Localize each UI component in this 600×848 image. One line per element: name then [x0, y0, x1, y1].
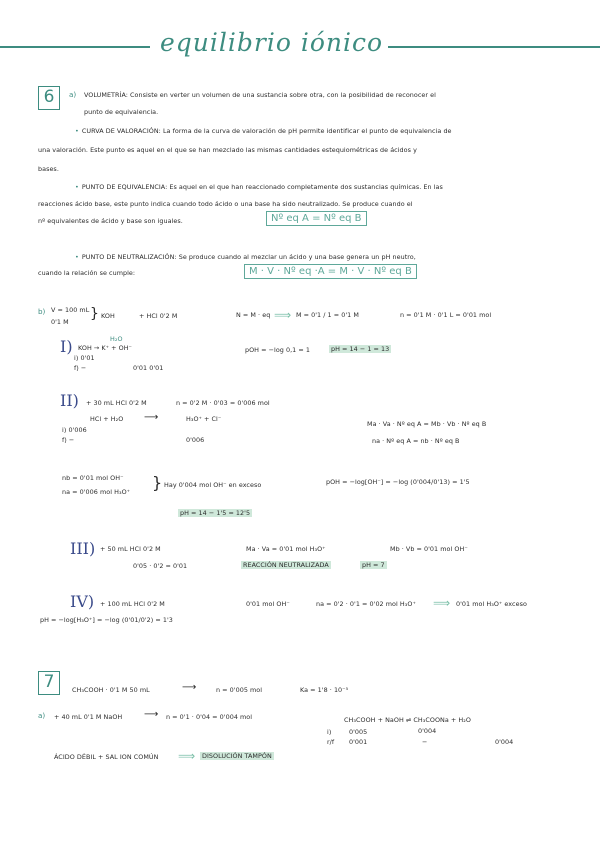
math-text: + 30 mL HCl 0'2 M [86, 399, 147, 407]
math-text: 0'01 0'01 [133, 364, 164, 372]
math-text: pH = −log[H₃O⁺] = −log (0'01/0'2) = 1'3 [40, 616, 173, 624]
math-text: 0'01 mol H₃O⁺ exceso [456, 600, 527, 608]
math-text: na = 0'2 · 0'1 = 0'02 mol H₃O⁺ [316, 600, 416, 608]
math-text: HCl + H₂O [90, 415, 124, 423]
math-text: n = 0'1 M · 0'1 L = 0'01 mol [400, 311, 492, 319]
math-text: f) − [74, 364, 87, 372]
formula-box-equivalence: Nº eq A = Nº eq B [266, 211, 367, 226]
title-rule-left [0, 46, 150, 48]
math-text: n = 0'005 mol [216, 686, 263, 694]
roman-numeral-3: III) [70, 539, 96, 558]
text-line: una valoración. Este punto es aquel en el que se han mezclado las mismas cantidades estequiométricas de ácidos y [38, 146, 417, 154]
result-highlight: pH = 14 − 1'5 = 12'5 [180, 509, 251, 517]
part-b-label: b) [38, 307, 46, 316]
math-text: i) 0'006 [62, 426, 87, 434]
math-text: na · Nº eq A = nb · Nº eq B [372, 437, 460, 445]
brace: } [90, 306, 99, 322]
exercise-number-7: 7 [38, 671, 60, 695]
text-line: cuando la relación se cumple: [38, 269, 136, 277]
math-text: r/f [327, 738, 335, 746]
result-highlight: pH = 14 − 1 = 13 [331, 345, 390, 353]
math-text: 0'006 [186, 436, 205, 444]
exercise-number-6: 6 [38, 86, 60, 110]
roman-numeral-2: II) [60, 391, 79, 410]
math-text: CH₃COOH · 0'1 M 50 mL [72, 686, 150, 694]
text-line: bases. [38, 165, 59, 173]
math-text: H₂O [110, 335, 123, 343]
math-text: − [422, 738, 428, 746]
arrow-icon: ⟹ [433, 596, 451, 610]
arrow-icon: ⟹ [178, 749, 196, 763]
math-text: + 40 mL 0'1 M NaOH [54, 713, 123, 721]
math-text: i) 0'01 [74, 354, 95, 362]
arrow-icon: ⟶ [182, 682, 197, 693]
math-text: pOH = −log 0,1 = 1 [245, 346, 310, 354]
math-text: i) [327, 728, 332, 736]
arrow-icon: ⟶ [144, 412, 159, 423]
result-highlight: DISOLUCIÓN TAMPÓN [202, 752, 272, 760]
math-text: CH₃COOH + NaOH ⇌ CH₃COONa + H₂O [344, 716, 471, 724]
math-text: na = 0'006 mol H₃O⁺ [62, 488, 131, 496]
part-a-label: a) [38, 711, 46, 720]
math-text: 0'004 [418, 727, 437, 735]
math-text: Ka = 1'8 · 10⁻⁵ [300, 686, 349, 694]
math-text: + 50 mL HCl 0'2 M [100, 545, 161, 553]
math-text: KOH [101, 312, 115, 320]
text-line: • PUNTO DE NEUTRALIZACIÓN: Se produce cuando al mezclar un ácido y una base genera un pH neutro, [75, 253, 416, 261]
formula-box-neutralization: M · V · Nº eq ·A = M · V · Nº eq B [244, 264, 417, 279]
result-highlight: pH = 7 [362, 561, 385, 569]
math-text: n = 0'2 M · 0'03 = 0'006 mol [176, 399, 270, 407]
math-text: 0'01 mol OH⁻ [246, 600, 290, 608]
math-text: 0'05 · 0'2 = 0'01 [133, 562, 188, 570]
math-text: + HCl 0'2 M [139, 312, 178, 320]
text-line: reacciones ácido base, este punto indica cuando todo ácido o una base ha sido neutralizado. Se produce cuando el [38, 200, 413, 208]
math-text: pOH = −log[OH⁻] = −log (0'004/0'13) = 1'5 [326, 478, 470, 486]
page-title: equilibrio iónico [160, 28, 384, 57]
math-text: 0'004 [495, 738, 514, 746]
result-highlight: REACCIÓN NEUTRALIZADA [243, 561, 329, 569]
math-text: Ma · Va = 0'01 mol H₃O⁺ [246, 545, 326, 553]
math-text: nb = 0'01 mol OH⁻ [62, 474, 124, 482]
roman-numeral-1: I) [60, 337, 73, 356]
part-a-label: a) [69, 90, 77, 99]
roman-numeral-4: IV) [70, 592, 95, 611]
math-text: ÁCIDO DÉBIL + SAL ION COMÚN [54, 753, 159, 761]
title-rule-right [388, 46, 600, 48]
text-line: • CURVA DE VALORACIÓN: La forma de la curva de valoración de pH permite identificar el punto de equivalencia de [75, 127, 452, 135]
math-text: Ma · Va · Nº eq A = Mb · Vb · Nº eq B [367, 420, 487, 428]
math-text: M = 0'1 / 1 = 0'1 M [296, 311, 359, 319]
arrow-icon: ⟹ [274, 308, 292, 322]
text-line: VOLUMETRÍA: Consiste en verter un volumen de una sustancia sobre otra, con la posibilidad de reconocer el [84, 91, 436, 99]
math-text: n = 0'1 · 0'04 = 0'004 mol [166, 713, 253, 721]
math-text: V = 100 mL [51, 306, 90, 314]
math-text: 0'001 [349, 738, 368, 746]
text-line: punto de equivalencia. [84, 108, 159, 116]
math-text: f) − [62, 436, 75, 444]
math-text: 0'1 M [51, 318, 69, 326]
brace: } [152, 473, 163, 492]
math-text: Mb · Vb = 0'01 mol OH⁻ [390, 545, 468, 553]
math-text: H₃O⁺ + Cl⁻ [186, 415, 222, 423]
text-line: nº equivalentes de ácido y base son iguales. [38, 217, 183, 225]
text-line: • PUNTO DE EQUIVALENCIA: Es aquel en el que han reaccionado completamente dos sustancias químicas. En las [75, 183, 443, 191]
math-text: N = M · eq [236, 311, 271, 319]
math-text: + 100 mL HCl 0'2 M [100, 600, 165, 608]
math-text: KOH → K⁺ + OH⁻ [78, 344, 132, 352]
math-text: Hay 0'004 mol OH⁻ en exceso [164, 481, 262, 489]
math-text: 0'005 [349, 728, 368, 736]
arrow-icon: ⟶ [144, 709, 159, 720]
